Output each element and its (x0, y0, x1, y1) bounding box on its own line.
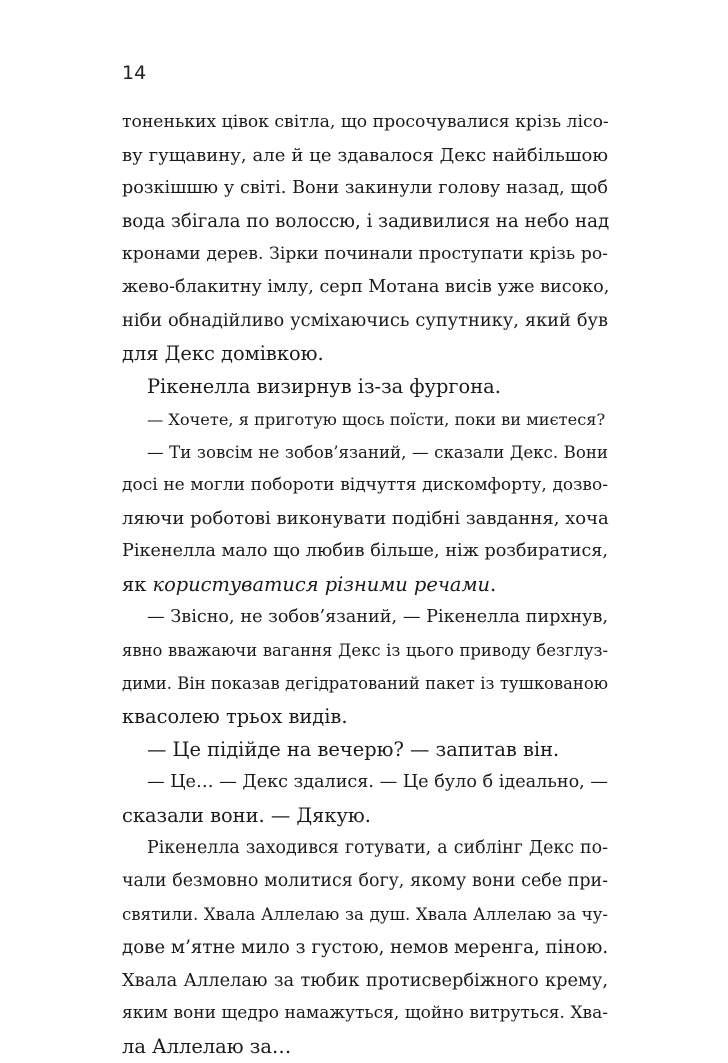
text-line-content: Рікенелла заходився готувати, а сиблінг Декс по- (147, 838, 608, 858)
text-line-content: ляючи роботові виконувати подібні завдання, хоча (122, 508, 609, 529)
text-line (122, 964, 608, 997)
text-line (122, 403, 608, 436)
text-line (122, 700, 608, 733)
text-line (122, 337, 608, 370)
text-line (122, 865, 608, 898)
text-line-content: ла Аллелаю за… (122, 1035, 292, 1058)
italic-phrase: користуватися різними речами (152, 573, 491, 596)
text-line-content: сказали вони. — Дякую. (122, 804, 371, 827)
text-line (122, 799, 608, 832)
text-line-content: — Звісно, не зобов’язаний, — Рікенелла пирхнув, (147, 607, 608, 627)
text-line (122, 667, 608, 700)
text-line-content: — Ти зовсім не зобов’язаний, — сказали Декс. Вони (147, 443, 608, 462)
text-line-content: ву гущавину, але й це здавалося Декс найбільшою (122, 145, 608, 166)
text-line (122, 535, 608, 568)
text-line (122, 370, 608, 403)
text-line (122, 469, 608, 502)
text-line-content: дими. Він показав дегідратований пакет із тушкованою (122, 674, 608, 693)
text-line (122, 436, 608, 469)
text-line-content: досі не могли побороти відчуття дискомфорту, дозво- (122, 475, 608, 495)
text-line-content: — Це підійде на вечерю? — запитав він. (147, 738, 560, 761)
text-line (122, 568, 608, 601)
text-line-content: жево-блакитну імлу, серп Мотана висів уже високо, (122, 277, 610, 297)
text-line-content: святили. Хвала Аллелаю за душ. Хвала Аллелаю за чу- (122, 905, 608, 924)
text-line (122, 271, 608, 304)
text-line-content: квасолею трьох видів. (122, 705, 348, 728)
text-line (122, 997, 608, 1030)
text-line-content: розкішшю у світі. Вони закинули голову назад, щоб (122, 178, 608, 198)
text-line-content: яким вони щедро намажуться, щойно витруться. Хва- (122, 1003, 608, 1023)
text-line (122, 766, 608, 799)
text-line-content: Рікенелла визирнув із-за фургона. (147, 375, 501, 398)
text-line (122, 634, 608, 667)
text-line (122, 832, 608, 865)
text-line-content: — Це… — Декс здалися. — Це було б ідеально, — (147, 772, 608, 792)
text-line-content: кронами дерев. Зірки починали проступати крізь ро- (122, 244, 608, 264)
text-line-content: для Декс домівкою. (122, 342, 324, 365)
text-line-content: — Хочете, я приготую щось поїсти, поки ви миєтеся? (147, 410, 606, 429)
text-line (122, 106, 608, 139)
text-line (122, 205, 608, 238)
text-line (122, 601, 608, 634)
text-line-content: чали безмовно молитися богу, якому вони себе при- (122, 871, 608, 891)
text-line-content: явно вважаючи вагання Декс із цього приводу безглуз- (122, 641, 608, 660)
text-line-content: Рікенелла мало що любив більше, ніж розбиратися, (122, 541, 608, 561)
text-line-content: ніби обнадійливо усміхаючись супутнику, який був (122, 310, 608, 331)
text-line (122, 172, 608, 205)
body-text (122, 106, 608, 1063)
text-line (122, 898, 608, 931)
text-line (122, 1030, 608, 1063)
text-line (122, 733, 608, 766)
text-line (122, 931, 608, 964)
text-line-content: дове м’ятне мило з густою, немов меренга, піною. (122, 937, 609, 958)
page-number: 14 (122, 62, 147, 84)
text-line (122, 139, 608, 172)
text-line-content: як (122, 573, 153, 596)
text-line-content: вода збігала по волоссю, і задивилися на небо над (122, 211, 610, 232)
text-line-content: Хвала Аллелаю за тюбик протисвербіжного крему, (122, 970, 608, 991)
text-line-tail: . (490, 573, 497, 596)
text-line (122, 502, 608, 535)
text-line-content: тоненьких цівок світла, що просочувалися крізь лісо- (122, 112, 609, 132)
text-line (122, 238, 608, 271)
text-line (122, 304, 608, 337)
